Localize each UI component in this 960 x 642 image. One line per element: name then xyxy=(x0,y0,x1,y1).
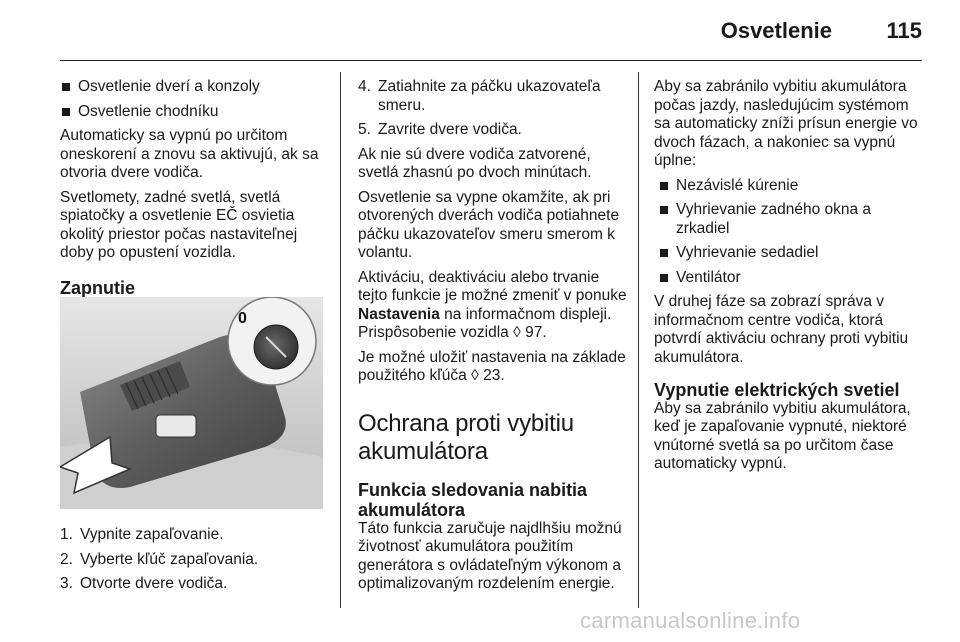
column-3 xyxy=(654,78,926,480)
list-item: Osvetlenie chodníku xyxy=(60,103,328,122)
column-2 xyxy=(358,78,628,600)
paragraph: Ak nie sú dvere vodiča zatvorené, svetlá zhasnú po dvoch minútach. xyxy=(358,145,592,181)
paragraph: Aby sa zabránilo vybitiu akumulátora, keď je zapaľovanie vypnuté, niektoré vnútorné svetlá sa po určitom čase automaticky vypnú. xyxy=(654,399,911,472)
section-heading-zapnutie: Zapnutie xyxy=(60,277,135,298)
list-item: 4. Zatiahnite za páčku ukazovateľa smeru. xyxy=(358,78,601,114)
page-header xyxy=(60,14,922,50)
subsection-heading: Funkcia sledovania nabitia akumulátora xyxy=(358,479,588,520)
paragraph: Je možné uložiť nastavenia na základe použitého kľúča ◊ 23. xyxy=(358,348,626,384)
header-rule xyxy=(60,60,922,61)
menu-name-nastavenia: Nastavenia xyxy=(358,305,440,323)
page-ref: 97. xyxy=(525,324,547,341)
list-item: 3. Otvorte dvere vodiča. xyxy=(60,575,228,592)
list-item: Vyhrievanie zadného okna a zrkadiel xyxy=(658,201,926,238)
page-ref-icon: ◊ xyxy=(513,324,521,341)
paragraph: Aby sa zabránilo vybitiu akumulátora počas jazdy, nasledujúcim systémom sa automaticky zníži prísun energie vo dvoch fázach, a nakoniec sa vypnú úplne: xyxy=(654,78,918,169)
watermark: carmanualsonline.info xyxy=(580,608,801,633)
list-item: 2. Vyberte kľúč zapaľovania. xyxy=(60,550,259,568)
list-item: 1. Vypnite zapaľovanie. xyxy=(60,526,224,543)
column-divider-2 xyxy=(638,72,639,608)
column-divider-1 xyxy=(340,72,341,608)
list-item: 5. Zavrite dvere vodiča. xyxy=(358,121,522,138)
list-item: Nezávislé kúrenie xyxy=(658,177,926,196)
page-number: 115 xyxy=(886,18,922,43)
page-ref: 23. xyxy=(483,367,505,384)
list-item: Osvetlenie dverí a konzoly xyxy=(60,78,328,97)
page-ref-icon: ◊ xyxy=(471,367,479,384)
list-item: Vyhrievanie sedadiel xyxy=(658,244,926,263)
lever-illustration xyxy=(60,297,323,509)
column-1 xyxy=(60,78,328,297)
section-title: Ochrana proti vybitiu akumulátora xyxy=(358,409,574,465)
section-heading-vypnutie: Vypnutie elektrických svetiel xyxy=(654,380,900,400)
paragraph: Táto funkcia zaručuje najdlhšiu možnú životnosť akumulátora použitím generátora s ovládateľným výkonom a optimalizovaným rozdelením energie. xyxy=(358,519,622,592)
ignition-position-label: 0 xyxy=(238,310,247,327)
paragraph: Automaticky sa vypnú po určitom oneskorení a znovu sa aktivujú, ak sa otvoria dvere vodiča. xyxy=(60,127,319,181)
paragraph: Osvetlenie sa vypne okamžite, ak pri otvorených dverách vodiča potiahnete páčku ukazovateľov smeru smerom k volantu. xyxy=(358,188,620,261)
list-item: Ventilátor xyxy=(658,269,926,288)
page-title: Osvetlenie xyxy=(720,18,832,43)
paragraph: Aktiváciu, deaktiváciu alebo trvanie tejto funkcie je možné zmeniť v ponuke Nastavenia na informačnom displeji. Prispôsobenie vozidla ◊ 97. xyxy=(358,268,627,341)
lever-button xyxy=(156,415,196,437)
paragraph: Svetlomety, zadné svetlá, svetlá spiatočky a osvetlenie EČ osvietia okolitý priestor počas nastaviteľnej doby po opustení vozidla. xyxy=(60,188,298,261)
paragraph: V druhej fáze sa zobrazí správa v informačnom centre vodiča, ktorá potvrdí aktiváciu ochrany proti vybitiu akumulátora. xyxy=(654,293,909,366)
column-1-steps xyxy=(60,526,328,600)
